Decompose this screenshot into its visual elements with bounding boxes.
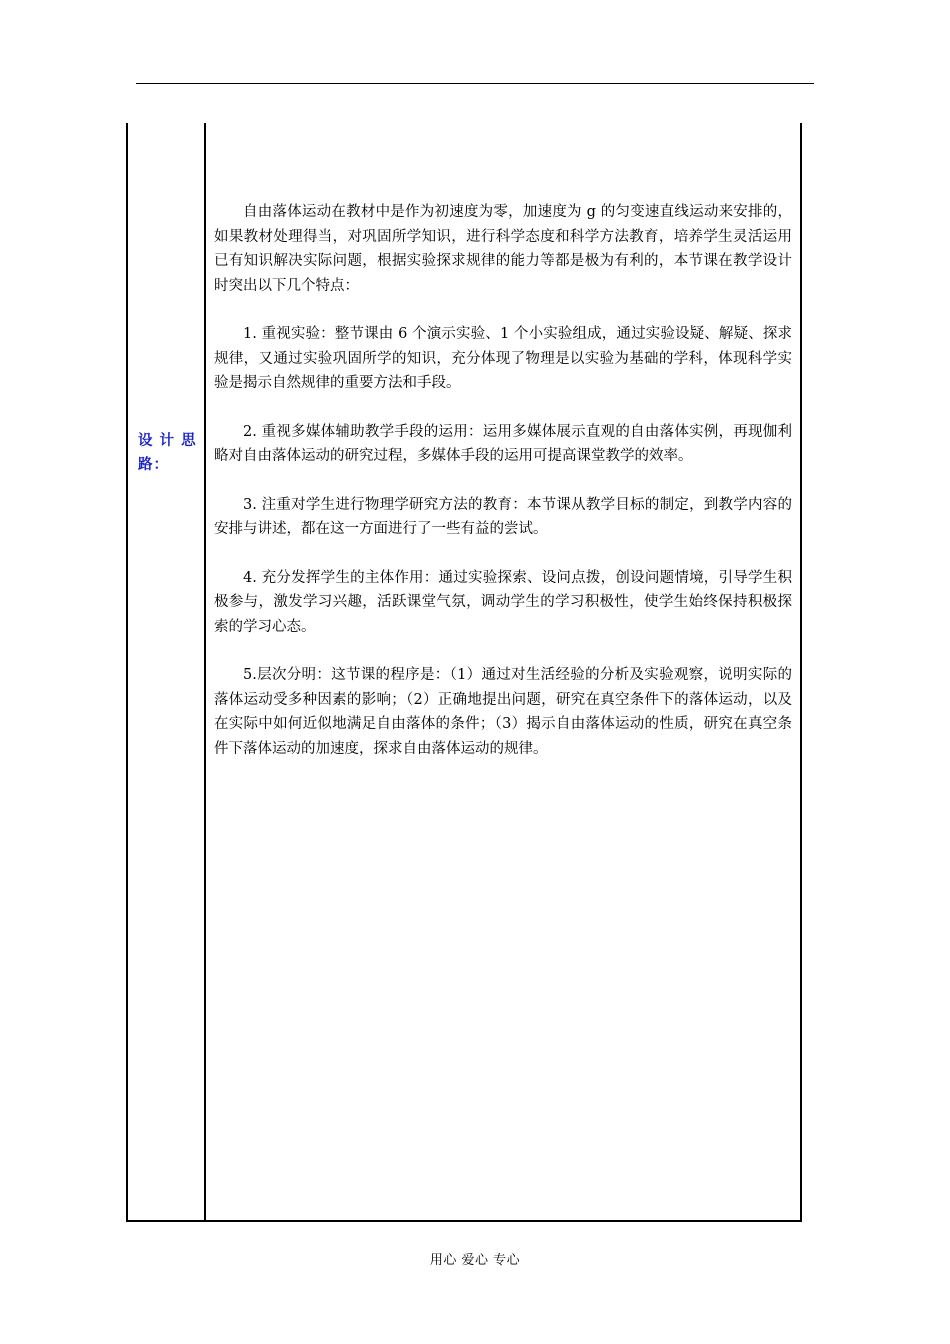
design-idea-label: 设 计 思 路： xyxy=(138,433,197,473)
column-divider xyxy=(204,123,206,1220)
point-2-paragraph: 2. 重视多媒体辅助教学手段的运用：运用多媒体展示直观的自由落体实例，再现伽利略对自由落体运动的研究过程，多媒体手段的运用可提高课堂教学的效率。 xyxy=(214,423,792,464)
design-table xyxy=(126,123,802,1222)
design-idea-content xyxy=(214,200,792,785)
header-rule xyxy=(136,83,814,84)
page-footer: 用心 爱心 专心 xyxy=(429,1253,521,1268)
point-3-paragraph: 3. 注重对学生进行物理学研究方法的教育：本节课从教学目标的制定，到教学内容的安排与讲述，都在这一方面进行了一些有益的尝试。 xyxy=(214,496,792,537)
point-4-paragraph: 4. 充分发挥学生的主体作用：通过实验探索、设问点拨，创设问题情境，引导学生积极参与，激发学习兴趣，活跃课堂气氛，调动学生的学习积极性，使学生始终保持积极探索的学习心态。 xyxy=(214,569,792,635)
point-1-paragraph: 1. 重视实验：整节课由 6 个演示实验、1 个小实验组成，通过实验设疑、解疑、探求规律，又通过实验巩固所学的知识，充分体现了物理是以实验为基础的学科，体现科学实验是揭示自然规律的重要方法和手段。 xyxy=(214,326,792,391)
intro-paragraph: 自由落体运动在教材中是作为初速度为零，加速度为 g 的匀变速直线运动来安排的，如果教材处理得当，对巩固所学知识，进行科学态度和科学方法教育，培养学生灵活运用已有知识解决实际问题，根据实验探求规律的能力等都是极为有利的，本节课在教学设计时突出以下几个特点： xyxy=(214,204,792,294)
point-5-paragraph: 5.层次分明：这节课的程序是：（1）通过对生活经验的分析及实验观察，说明实际的落体运动受多种因素的影响；（2）正确地提出问题，研究在真空条件下的落体运动，以及在实际中如何近似地满足自由落体的条件；（3）揭示自由落体运动的性质，研究在真空条件下落体运动的加速度，探求自由落体运动的规律。 xyxy=(214,667,792,757)
